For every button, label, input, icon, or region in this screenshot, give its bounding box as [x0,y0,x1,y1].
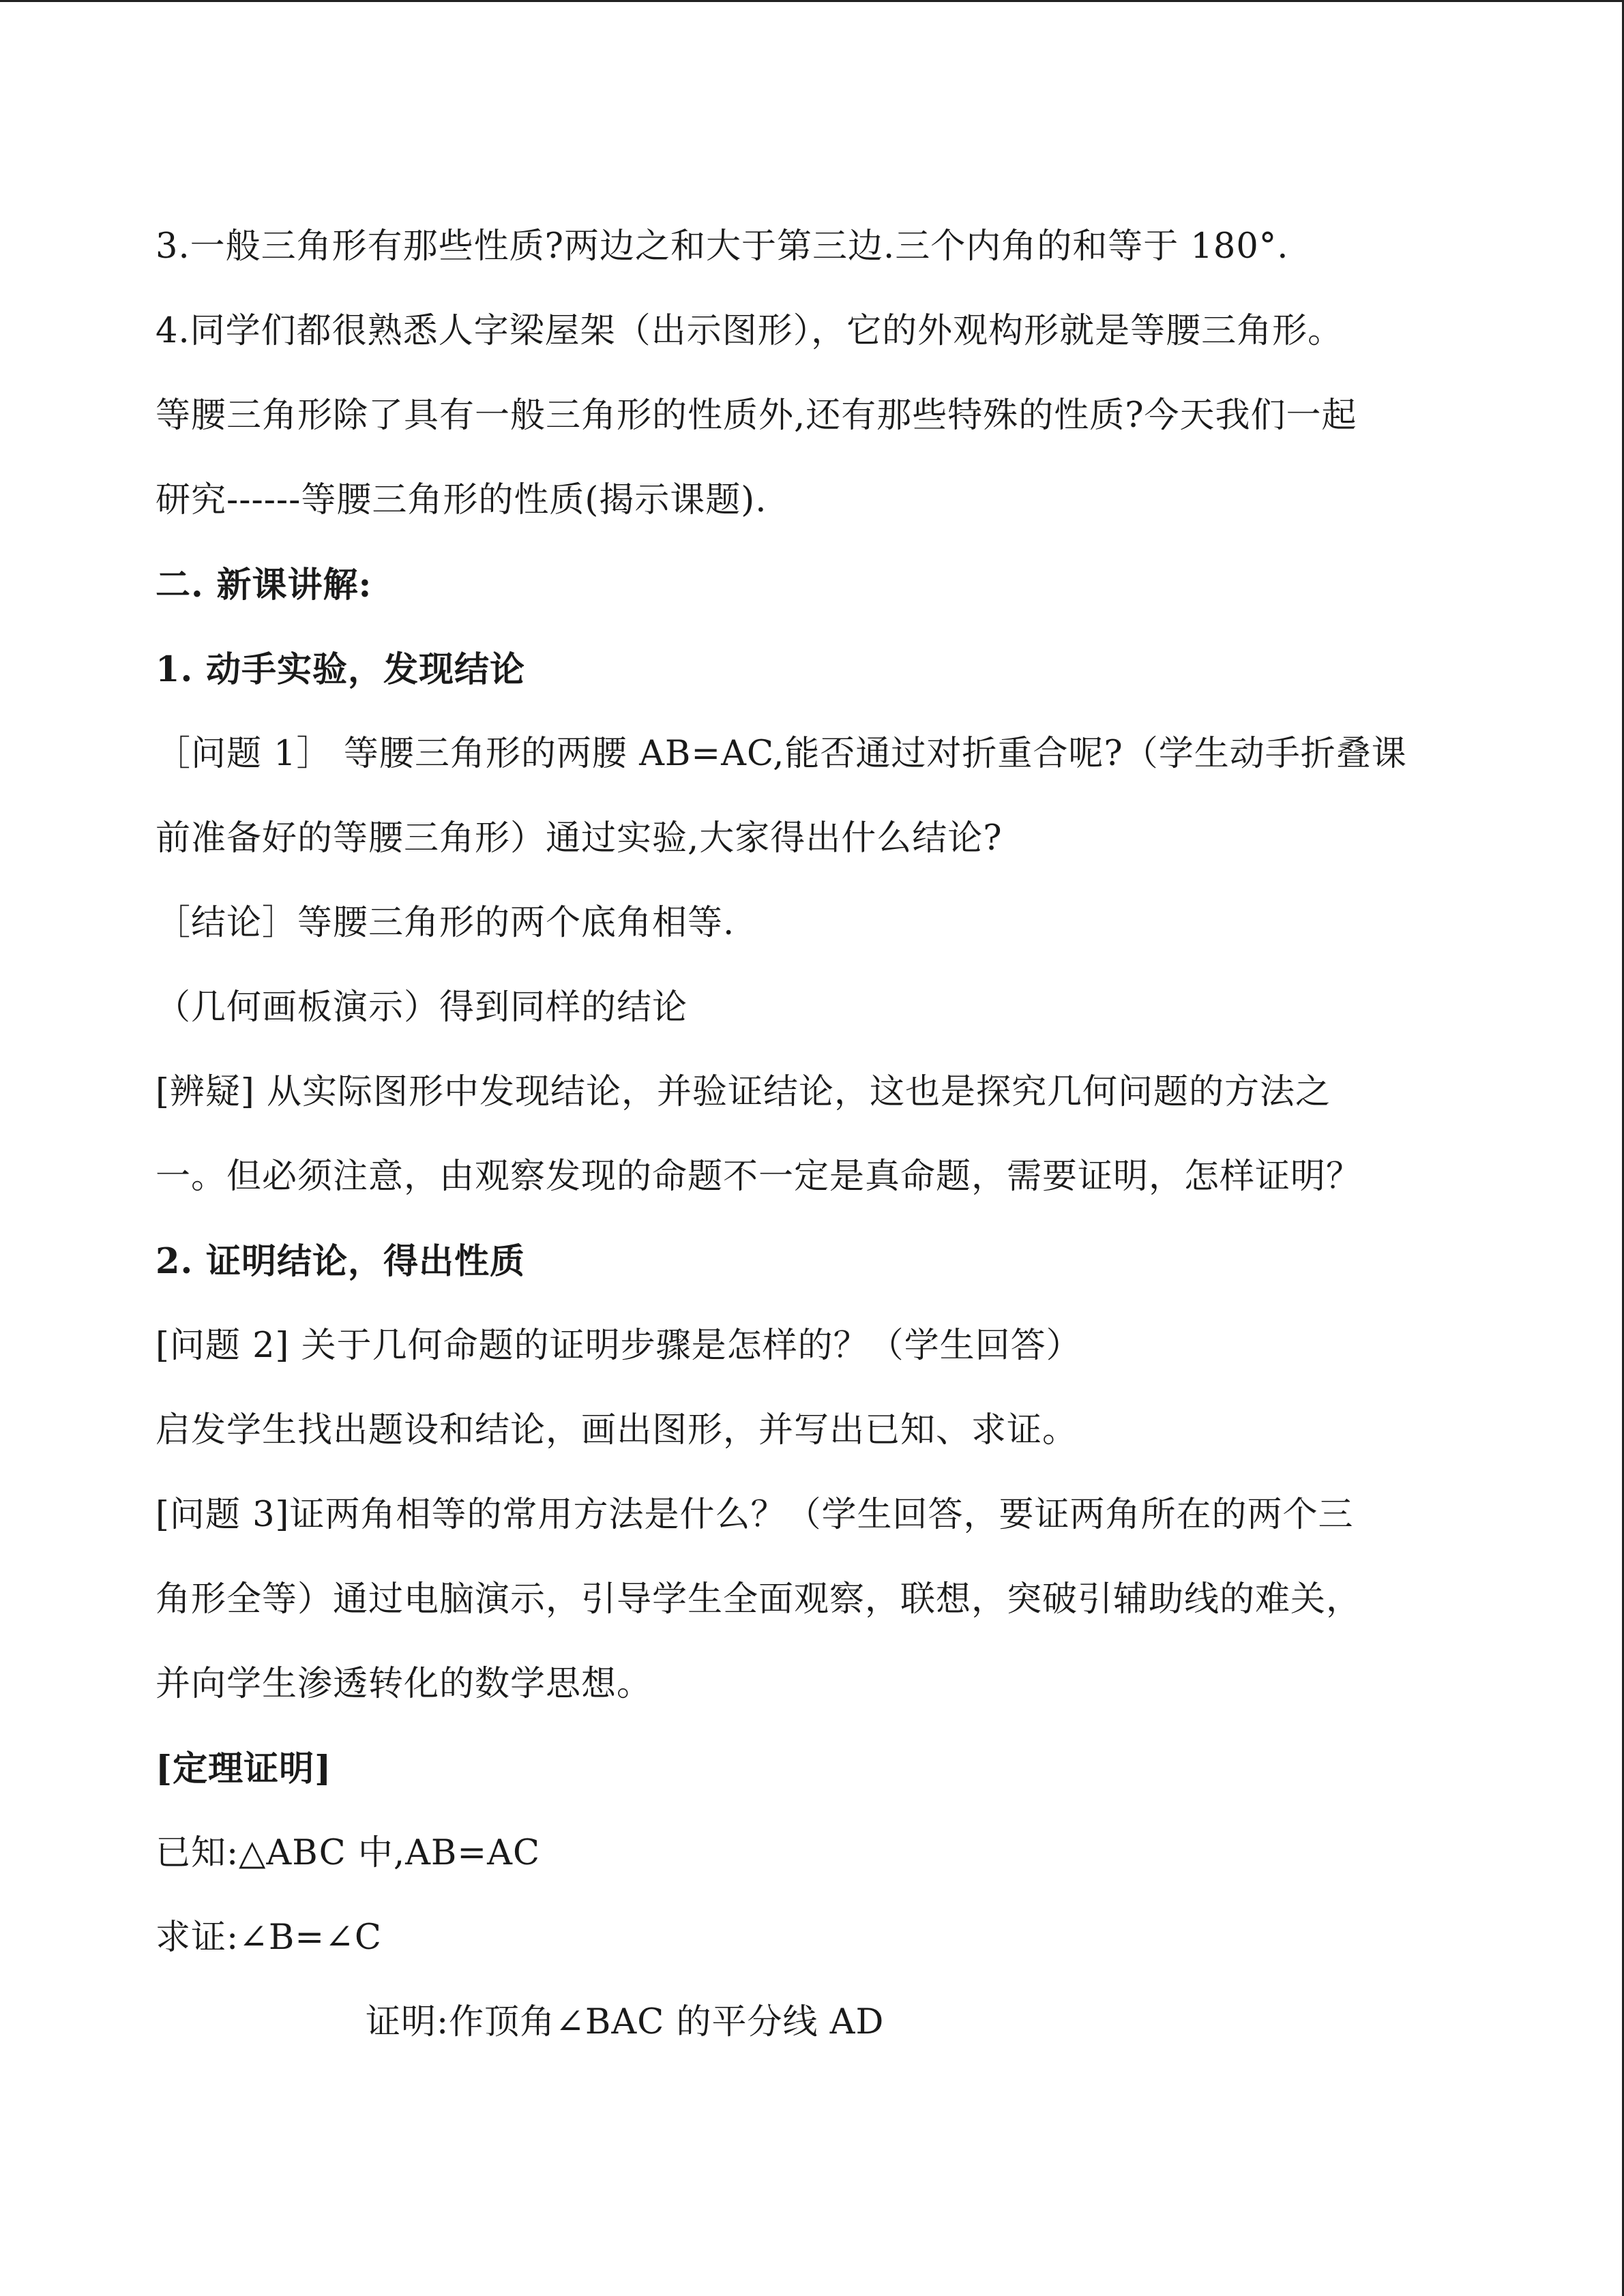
text-line-question-3: [问题 3]证两角相等的常用方法是什么？（学生回答，要证两角所在的两个三 [156,1495,1354,1535]
text-line-doubt-continued: 一。但必须注意，由观察发现的命题不一定是真命题，需要证明，怎样证明？ [156,1157,1362,1197]
text-line-question-3-end: 并向学生渗透转化的数学思想。 [156,1664,653,1704]
text-line-conclusion: ［结论］等腰三角形的两个底角相等. [156,903,735,943]
document-body [156,205,1479,2065]
heading-theorem-proof: [定理证明] [156,1748,332,1789]
text-line-question-1-continued: 前准备好的等腰三角形）通过实验,大家得出什么结论? [156,818,1003,859]
section-heading-new-lesson: 二. 新课讲解: [156,565,372,606]
text-line-proof-step: 证明:作顶角∠BAC 的平分线 AD [366,2002,885,2042]
text-line-doubt: [辨疑] 从实际图形中发现结论，并验证结论，这也是探究几何问题的方法之 [156,1072,1331,1112]
subsection-heading-proof: 2. 证明结论，得出性质 [156,1241,525,1282]
text-line-given: 已知:△ABC 中,AB=AC [156,1833,540,1873]
text-line-question-3-continued: 角形全等）通过电脑演示，引导学生全面观察，联想，突破引辅助线的难关， [156,1579,1362,1620]
text-line-question-1: ［问题 1］ 等腰三角形的两腰 AB=AC,能否通过对折重合呢?（学生动手折叠课 [156,734,1407,774]
text-line-to-prove: 求证:∠B=∠C [156,1918,382,1958]
text-line-question-2: [问题 2] 关于几何命题的证明步骤是怎样的？（学生回答） [156,1326,1082,1366]
text-line-topic-reveal: 研究------等腰三角形的性质(揭示课题). [156,480,767,520]
page-border-top [0,0,1624,2]
text-line-properties-general-triangle: 3.一般三角形有那些性质?两边之和大于第三边.三个内角的和等于 180°. [156,226,1289,267]
text-line-geometry-demo: （几何画板演示）得到同样的结论 [156,987,688,1028]
subsection-heading-experiment: 1. 动手实验，发现结论 [156,649,525,690]
text-line-special-properties: 等腰三角形除了具有一般三角形的性质外,还有那些特殊的性质?今天我们一起 [156,396,1357,436]
text-line-roof-truss: 4.同学们都很熟悉人字梁屋架（出示图形），它的外观构形就是等腰三角形。 [156,311,1344,351]
text-line-inspire-students: 启发学生找出题设和结论，画出图形，并写出已知、求证。 [156,1410,1078,1450]
